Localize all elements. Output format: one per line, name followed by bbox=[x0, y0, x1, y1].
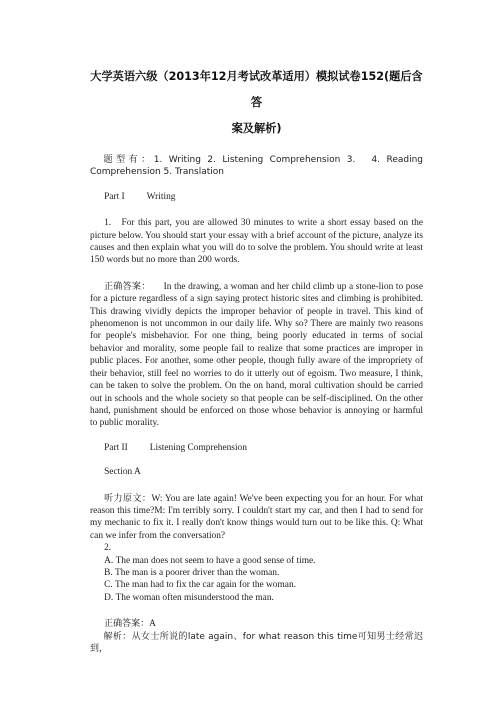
option-a bbox=[90, 555, 423, 567]
option-b-key: B. bbox=[104, 567, 113, 578]
answer-2-label: 正确答案： bbox=[104, 619, 150, 630]
option-d-key: D. bbox=[104, 592, 114, 603]
option-a-key: A. bbox=[104, 555, 114, 566]
answer-2-value: A bbox=[149, 619, 156, 630]
option-a-text: The man does not seem to have a good sense of time. bbox=[115, 555, 316, 566]
document-page bbox=[90, 64, 423, 655]
question-1-text: For this part, you are allowed 30 minutes to write a short essay based on the picture below. You should start your essay with a brief account of the picture, analyze its causes and then explain what you will do to solve the problem. You should write at least 150 words but no more than 200 words. bbox=[90, 218, 424, 266]
transcript-text: W: You are late again! We've been expecting you for an hour. For what reason this time?M: I'm terribly sorry. I couldn't start my car, and then I had to send for my mechanic to fix it. I really don't know things would turn out to be like this. Q: What can we infer from the conversation? bbox=[90, 493, 423, 541]
part-1-label: Part I bbox=[104, 191, 125, 202]
transcript bbox=[90, 493, 423, 543]
section-a-heading: Section A bbox=[104, 467, 141, 478]
explanation-label: 解析： bbox=[103, 631, 132, 642]
option-c-text: The man had to fix the car again for the woman. bbox=[115, 580, 296, 591]
answer-1-text: In the drawing, a woman and her child climb up a stone-lion to pose for a picture regardless of a sign saying protect historic sites and climbing is prohibited. This drawing vividly depicts the improper behavior of people in travel. This kind of phenomenon is not uncommon in our daily life. Why so? There are mainly two reasons for people's misbehavior. For one thing, being poorly educated in terms of social behavior and morality, some people fail to realize that some practices are improper in public places. For another, some other people, though fully aware of the impropriety of their behavior, still feel no worries to do it utterly out of egoism. Two measure, I think, can be taken to solve the problem. On the on hand, moral cultivation should be carried out in schools and the whole society so that people can be self-disciplined. On the other hand, punishment should be enforced on those whose behavior is annoying or harmful to public morality. bbox=[90, 281, 423, 429]
option-d bbox=[90, 592, 423, 604]
part-1-heading bbox=[90, 191, 423, 203]
answer-2 bbox=[90, 618, 423, 630]
option-c bbox=[90, 579, 423, 591]
part-2-heading bbox=[90, 442, 423, 454]
part-2-label: Part II bbox=[104, 442, 128, 453]
document-title bbox=[90, 64, 423, 142]
option-b-text: The man is a poorer driver than the woman. bbox=[115, 567, 280, 578]
question-2-options bbox=[90, 555, 423, 605]
part-2-name: Listening Comprehension bbox=[149, 442, 247, 453]
transcript-label: 听力原文： bbox=[104, 493, 152, 504]
answer-1-label: 正确答案： bbox=[104, 281, 151, 292]
answer-1 bbox=[90, 281, 423, 430]
question-2-number: 2. bbox=[104, 543, 112, 554]
explanation bbox=[90, 631, 423, 656]
part-1-name: Writing bbox=[146, 191, 176, 202]
question-1 bbox=[90, 217, 423, 267]
title-line-1: 大学英语六级（2013年12月考试改革适用）模拟试卷152(题后含答 bbox=[90, 70, 423, 109]
option-b bbox=[90, 567, 423, 579]
option-d-text: The woman often misunderstood the man. bbox=[115, 592, 274, 603]
question-1-number: 1. bbox=[104, 218, 112, 229]
title-line-2: 案及解析) bbox=[231, 122, 282, 135]
question-types: 题型有：1. Writing 2. Listening Comprehension 3. 4. Reading Comprehension 5. Translation bbox=[90, 155, 423, 178]
option-c-key: C. bbox=[104, 580, 113, 591]
explanation-text: 从女士所说的late again、for what reason this time可知男士经常迟到， bbox=[90, 631, 423, 654]
